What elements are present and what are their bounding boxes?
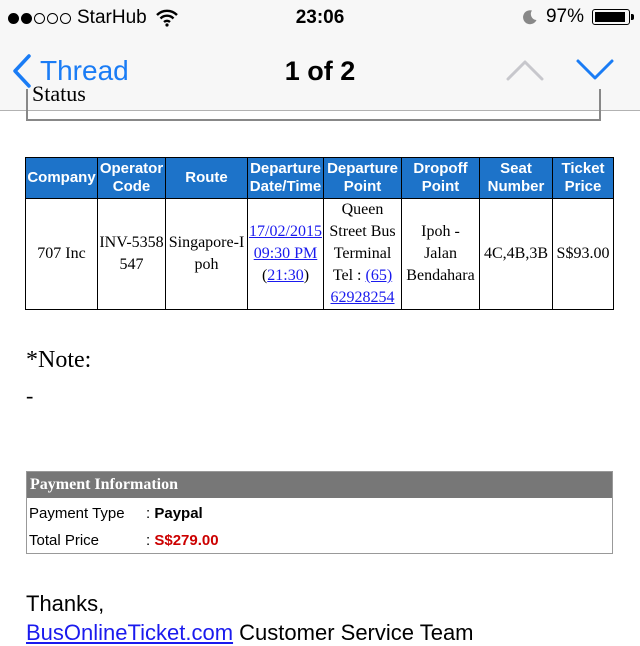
phone-number-link[interactable]: 62928254 [330,289,395,306]
signature-text: Customer Service Team [239,620,474,645]
total-price-value: : S$279.00 [146,532,219,549]
status-right [522,6,630,28]
dropoff-cell: Ipoh - Jalan Bendahara [402,199,480,310]
phone-code-link[interactable]: (65) [365,267,393,284]
payment-info-heading: Payment Information [27,472,612,498]
departure-datetime-cell: 17/02/2015 09:30 PM (21:30) [248,199,324,310]
company-cell: 707 Inc [26,199,98,310]
departure-date-link[interactable]: 17/02/2015 [249,223,322,240]
chevron-down-icon [576,58,614,82]
thanks-text: Thanks, [26,591,105,616]
status-bar [0,0,640,36]
battery-percent: 97% [545,6,584,27]
signature [26,620,474,646]
back-label: Thread [40,55,129,86]
header-departure-datetime: Departure Date/Time [248,158,324,199]
seat-number-cell: 4C,4B,3B [480,199,553,310]
email-body[interactable] [0,81,640,645]
chevron-up-icon [506,58,544,82]
previous-message-button[interactable] [506,58,544,87]
table-row [26,199,614,310]
departure-point-name: Queen Street Bus Terminal [329,201,396,262]
website-link[interactable]: BusOnlineTicket.com [26,620,234,645]
tel-label: Tel : [332,267,362,284]
header-departure-point: Departure Point [324,158,402,199]
payment-type-label: Payment Type [29,505,125,522]
departure-time-24h-link[interactable]: 21:30 [267,267,304,284]
booking-table [25,157,614,310]
note-label: *Note: [26,347,92,373]
clock: 23:06 [295,7,345,28]
header-ticket-price: Ticket Price [553,158,614,199]
note-value: - [26,383,34,408]
table-header-row [26,158,614,199]
departure-time-link[interactable]: 09:30 PM [253,245,318,262]
header-seat-number: Seat Number [480,158,553,199]
header-company: Company [26,158,98,199]
ticket-price-cell: S$93.00 [553,199,614,310]
total-price-label: Total Price [29,532,100,549]
departure-point-cell [324,199,402,310]
header-route: Route [166,158,248,199]
operator-code-cell: INV-5358547 [98,199,166,310]
status-box [26,81,601,121]
moon-icon [522,9,538,25]
carrier-name: StarHub [77,7,147,28]
battery-icon [592,9,630,25]
next-message-button[interactable] [576,58,614,87]
header-dropoff-point: Dropoff Point [402,158,480,199]
header-operator-code: Operator Code [98,158,166,199]
status-label: Status [32,81,86,106]
payment-info-box [26,471,613,554]
page-title: 1 of 2 [284,56,356,86]
route-cell: Singapore-Ipoh [166,199,248,310]
payment-type-value: : Paypal [146,505,203,522]
